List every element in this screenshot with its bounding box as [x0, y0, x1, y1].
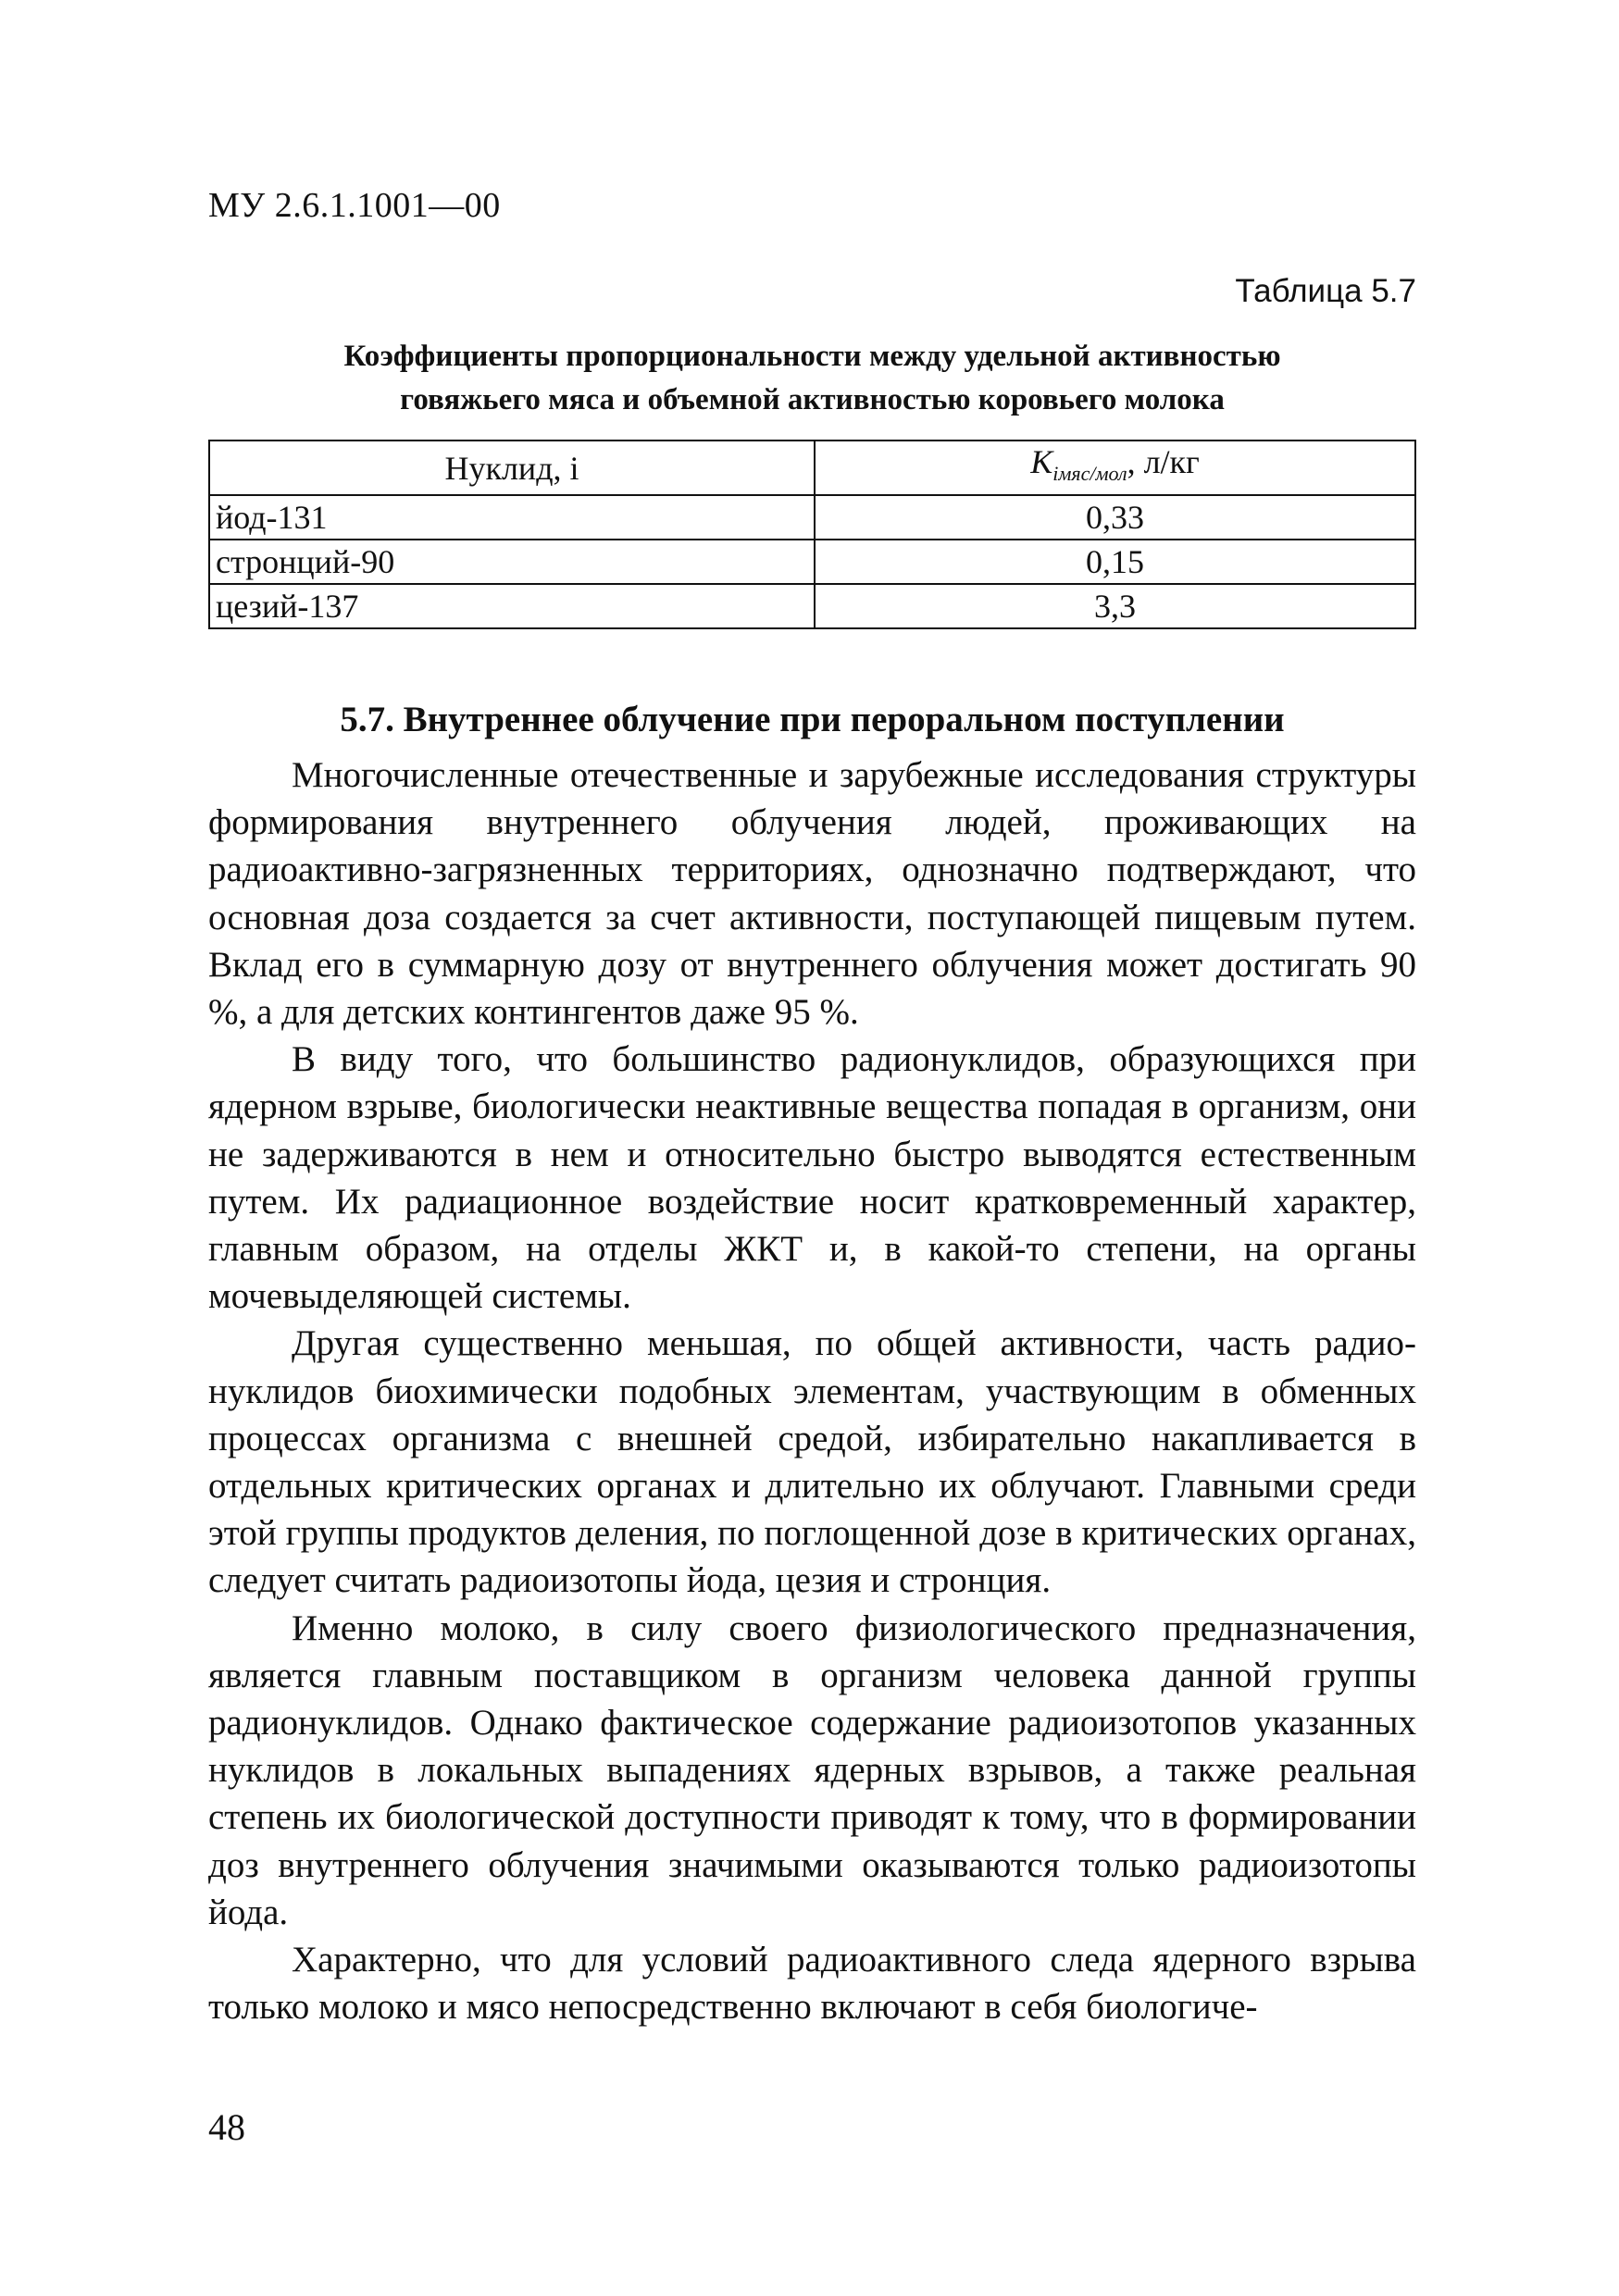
- body-paragraph: Другая существенно меньшая, по общей активности, часть радионуклидов биохимически подобных элементам, участвующим в обменных процессах организма с внешней средой, избирательно накапливается в отдельных критических органах и длительно их облучают. Главными среди этой группы продуктов деления, по поглощенной дозе в критических органах, следует считать радиоизотопы йода, цезия и стронция.: [208, 1323, 1416, 1601]
- section-heading: 5.7. Внутреннее облучение при пероральном поступлении: [340, 700, 1285, 739]
- coefficient-subscript: iмяс/мол: [1052, 462, 1127, 486]
- coefficient-symbol: K: [1030, 443, 1053, 480]
- table-row: [209, 584, 1415, 628]
- table-row: [209, 540, 1415, 584]
- table-title-line-1: Коэффициенты пропорциональности между удельной активностью: [343, 340, 1281, 373]
- nuclide-cell: стронций-90: [209, 540, 815, 584]
- page-number: 48: [208, 2106, 245, 2148]
- body-paragraph: В виду того, что большинство радионуклидов, образующихся при ядерном взрыве, биологически неактивные вещества попадая в организм, они не задерживаются в нем и относительно быстро выводятся естественным путем. Их радиационное воздействие носит кратковременный характер, главным образом, на отделы ЖКТ и, в какой-то степени, на органы мочевыделяющей системы.: [208, 1039, 1416, 1317]
- table-title: [208, 335, 1416, 422]
- coefficient-table: [208, 440, 1416, 629]
- body-paragraph: Многочисленные отечественные и зарубежные исследования структуры формирования внутреннего облучения людей, проживающих на радиоактивно-загрязненных территориях, однозначно подтверждают, что основная доза создается за счет активности, поступающей пищевым путем. Вклад его в суммарную дозу от внутреннего облучения может достигать 90 %, а для детских контингентов даже 95 %.: [208, 755, 1416, 1033]
- coefficient-unit: , л/кг: [1127, 443, 1200, 480]
- column-header-nuclide: Нуклид, i: [209, 441, 815, 495]
- nuclide-cell: цезий-137: [209, 584, 815, 628]
- body-paragraph: Характерно, что для условий радиоактивного следа ядерного взрыва только молоко и мясо непосредственно включают в себя биологиче-: [208, 1940, 1416, 2028]
- section-body: [208, 751, 1416, 2030]
- column-header-coefficient: [815, 441, 1415, 495]
- table-row: [209, 495, 1415, 540]
- table-header-row: [209, 441, 1415, 495]
- coefficient-cell: 0,15: [815, 540, 1415, 584]
- table-number: Таблица 5.7: [1235, 273, 1416, 309]
- nuclide-cell: йод-131: [209, 495, 815, 540]
- body-paragraph: Именно молоко, в силу своего физиологического предназначения, является главным поставщиком в организм человека данной группы радионуклидов. Однако фактическое содержание радиоизотопов указанных нуклидов в локальных выпадениях ядерных взрывов, а также реальная степень их биологической доступности приводят к тому, что в формировании доз внутреннего облучения значимыми оказываются только радиоизотопы йода.: [208, 1607, 1416, 1932]
- table-title-line-2: говяжьего мяса и объемной активностью коровьего молока: [400, 383, 1225, 416]
- document-code-header: МУ 2.6.1.1001—00: [208, 186, 501, 225]
- coefficient-cell: 3,3: [815, 584, 1415, 628]
- coefficient-cell: 0,33: [815, 495, 1415, 540]
